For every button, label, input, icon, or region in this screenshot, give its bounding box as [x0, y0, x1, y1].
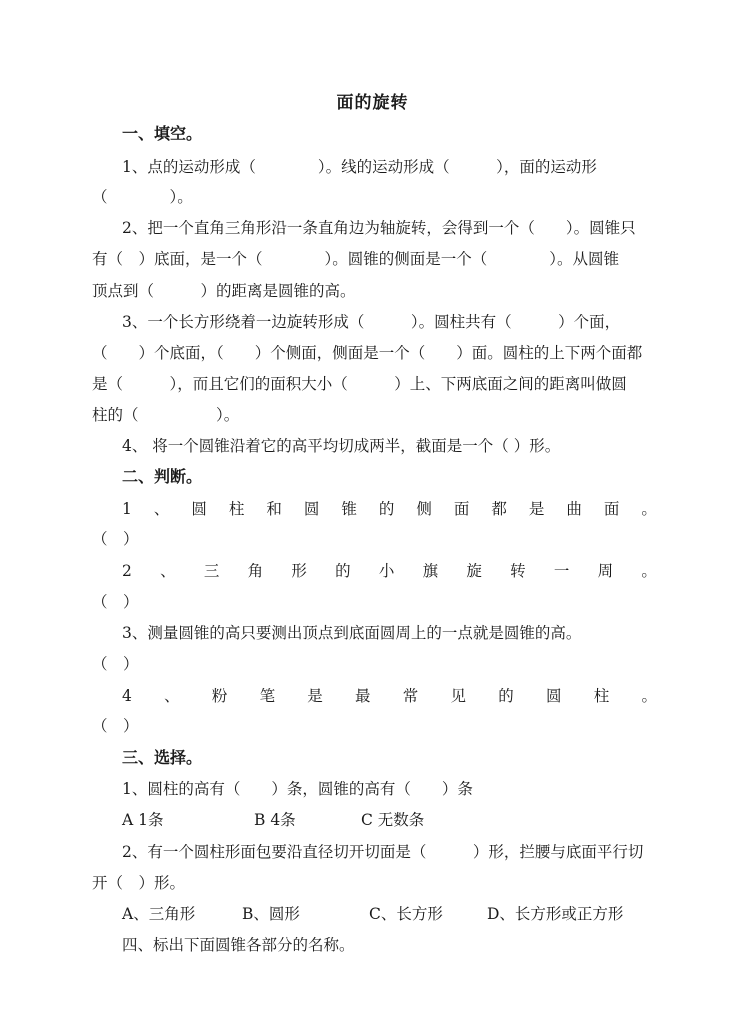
fill-q2-line3: 顶点到（ ）的距离是圆锥的高。: [92, 282, 356, 300]
fill-q3-line2: （ ）个底面，（ ）个侧面，侧面是一个（ ）面。圆柱的上下两个面都: [92, 344, 643, 362]
section-label-cone-heading: 四、标出下面圆锥各部分的名称。: [122, 936, 355, 954]
choice-q1-line1: 1、圆柱的高有（ ）条，圆锥的高有（ ）条: [122, 780, 473, 798]
section-choice-heading: 三、选择。: [122, 748, 203, 767]
judge-q3-line1: 3、测量圆锥的高只要测出顶点到底面圆周上的一点就是圆锥的高。: [122, 624, 582, 642]
choice-q2-option-c: C、长方形: [369, 905, 443, 923]
judge-q1-answer-paren: （ ）: [92, 530, 139, 548]
choice-q2-line2: 开（ ）形。: [92, 874, 186, 892]
fill-q3-line3: 是（ ），而且它们的面积大小（ ）上、下两底面之间的距离叫做圆: [92, 375, 627, 393]
fill-q4-line1: 4、 将一个圆锥沿着它的高平均切成两半，截面是一个（ ）形。: [122, 437, 561, 455]
choice-q2-option-a: A、三角形: [122, 905, 196, 923]
fill-q2-line1: 2、把一个直角三角形沿一条直角边为轴旋转，会得到一个（ ）。圆锥只: [122, 219, 636, 237]
choice-q1-option-b: B 4条: [254, 811, 296, 829]
judge-q4-line1: 4 、 粉 笔 是 最 常 见 的 圆 柱 。: [122, 687, 657, 705]
choice-q2-option-d: D、长方形或正方形: [487, 905, 624, 923]
choice-q2-line1: 2、有一个圆柱形面包要沿直径切开切面是（ ）形，拦腰与底面平行切: [122, 843, 644, 861]
fill-q2-line2: 有（ ）底面，是一个（ ）。圆锥的侧面是一个（ ）。从圆锥: [92, 250, 620, 268]
choice-q2-option-b: B、圆形: [242, 905, 300, 923]
judge-q4-answer-paren: （ ）: [92, 717, 139, 735]
judge-q1-line1: 1 、 圆 柱 和 圆 锥 的 侧 面 都 是 曲 面 。: [122, 500, 657, 518]
section-judge-heading: 二、判断。: [122, 467, 203, 486]
section-fill-in-heading: 一、填空。: [122, 124, 203, 143]
judge-q2-answer-paren: （ ）: [92, 593, 139, 611]
fill-q1-line2: （ ）。: [92, 188, 193, 206]
choice-q1-option-a: A 1条: [122, 811, 164, 829]
choice-q1-option-c: C 无数条: [361, 811, 425, 829]
page-title: 面的旋转: [336, 93, 409, 113]
fill-q3-line1: 3、一个长方形绕着一边旋转形成（ ）。圆柱共有（ ）个面，: [122, 313, 621, 331]
fill-q1-line1: 1、点的运动形成（ ）。线的运动形成（ ），面的运动形: [122, 158, 597, 176]
fill-q3-line4: 柱的（ ）。: [92, 406, 240, 424]
judge-q3-answer-paren: （ ）: [92, 655, 139, 673]
judge-q2-line1: 2 、 三 角 形 的 小 旗 旋 转 一 周 。: [122, 562, 657, 580]
